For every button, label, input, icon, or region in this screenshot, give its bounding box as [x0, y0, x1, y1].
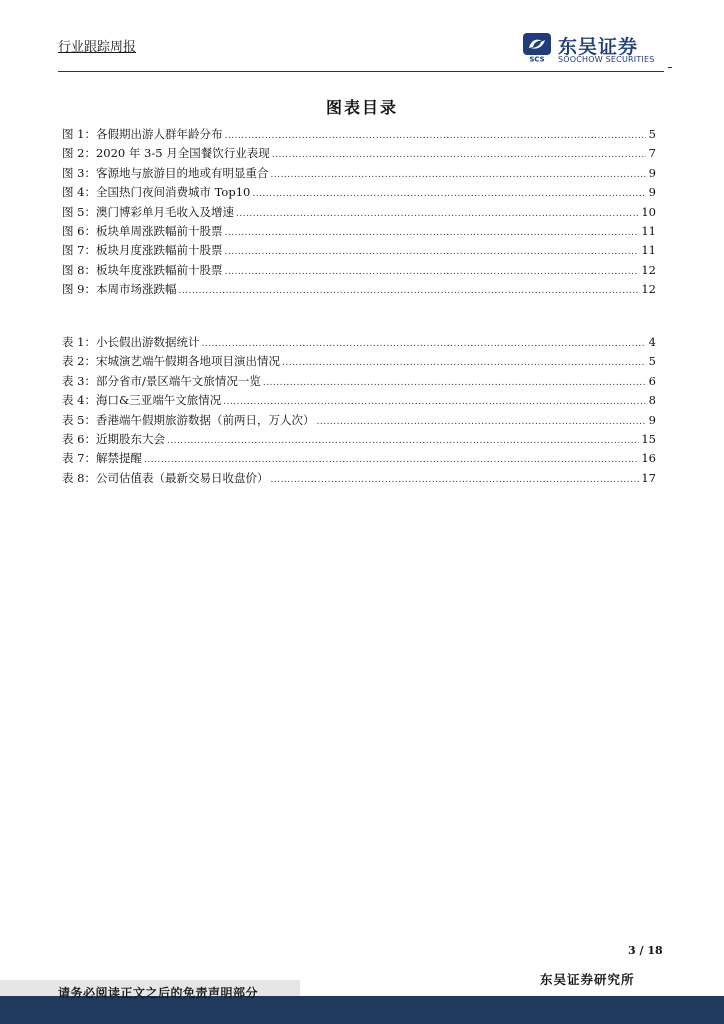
table-entry-page: 6 [648, 373, 656, 388]
dot-leader [224, 127, 646, 146]
logo-abbr: SCS [529, 55, 545, 62]
dot-leader [224, 243, 639, 262]
soochow-logo-icon [522, 32, 552, 62]
logo-english-name: SOOCHOW SECURITIES [558, 55, 655, 64]
table-entry-label: 表 3：部分省市/景区端午文旅情况一览 [62, 373, 261, 388]
table-entry-label: 表 4：海口&三亚端午文旅情况 [62, 393, 222, 408]
company-logo [522, 32, 672, 68]
table-entry-page: 15 [641, 431, 656, 446]
figure-entry[interactable] [62, 144, 656, 163]
figure-entry[interactable] [62, 125, 656, 144]
table-entry-page: 4 [648, 335, 656, 349]
figure-entry[interactable] [62, 222, 656, 241]
figure-entry-label: 图 9：本周市场涨跌幅 [62, 282, 177, 297]
dot-leader [316, 413, 646, 432]
dot-leader [224, 263, 639, 282]
figure-entry[interactable] [62, 183, 656, 202]
table-list [62, 333, 656, 488]
figure-entry-label: 图 5：澳门博彩单月毛收入及增速 [62, 204, 234, 219]
dot-leader [272, 146, 646, 165]
table-entry[interactable] [62, 469, 656, 488]
header-divider-mark [668, 67, 672, 68]
figure-entry[interactable] [62, 261, 656, 280]
dot-leader [263, 374, 646, 393]
table-entry-label: 表 8：公司估值表（最新交易日收盘价） [62, 470, 269, 485]
figure-entry-label: 图 1：各假期出游人群年龄分布 [62, 127, 223, 141]
table-entry-page: 16 [641, 451, 656, 466]
figure-entry-page: 11 [641, 223, 656, 238]
table-entry-label: 表 1：小长假出游数据统计 [62, 335, 200, 349]
figure-entry-page: 12 [641, 262, 656, 277]
dot-leader [236, 205, 639, 224]
dot-leader [270, 166, 646, 185]
header-divider [58, 71, 664, 72]
dot-leader [282, 354, 646, 373]
dot-leader [252, 185, 646, 204]
table-entry-label: 表 6：近期股东大会 [62, 431, 165, 446]
figure-entry-page: 7 [648, 146, 656, 161]
table-entry-page: 17 [641, 470, 656, 485]
table-entry[interactable] [62, 372, 656, 391]
figure-entry-page: 10 [641, 204, 656, 219]
page-number: 3 / 18 [628, 944, 663, 957]
dot-leader [167, 432, 639, 451]
table-entry[interactable] [62, 391, 656, 410]
figure-entry[interactable] [62, 164, 656, 183]
footer-organization: 东吴证券研究所 [540, 972, 635, 987]
figure-entry-label: 图 3：客源地与旅游目的地或有明显重合 [62, 165, 269, 180]
figure-entry[interactable] [62, 280, 656, 299]
table-entry-label: 表 2：宋城演艺端午假期各地项目演出情况 [62, 354, 280, 369]
table-entry[interactable] [62, 411, 656, 430]
figure-entry-page: 9 [648, 165, 656, 180]
table-entry[interactable] [62, 430, 656, 449]
figure-entry-label: 图 8：板块年度涨跌幅前十股票 [62, 262, 223, 277]
table-entry-label: 表 5：香港端午假期旅游数据（前两日，万人次） [62, 412, 315, 427]
figure-entry-page: 9 [648, 185, 656, 200]
dot-leader [270, 471, 639, 490]
table-entry-label: 表 7：解禁提醒 [62, 451, 142, 466]
table-entry[interactable] [62, 333, 656, 352]
figure-list [62, 125, 656, 300]
figure-entry-label: 图 4：全国热门夜间消费城市 Top10 [62, 185, 251, 200]
dot-leader [178, 282, 639, 301]
figure-entry-label: 图 2：2020 年 3-5 月全国餐饮行业表现 [62, 146, 270, 161]
figure-entry-label: 图 7：板块月度涨跌幅前十股票 [62, 243, 223, 258]
figure-entry[interactable] [62, 241, 656, 260]
dot-leader [224, 224, 639, 243]
figure-entry-page: 11 [641, 243, 656, 258]
figure-entry-label: 图 6：板块单周涨跌幅前十股票 [62, 223, 223, 238]
table-entry[interactable] [62, 352, 656, 371]
table-entry-page: 9 [648, 412, 656, 427]
table-entry[interactable] [62, 449, 656, 468]
figure-entry[interactable] [62, 203, 656, 222]
figure-entry-page: 5 [648, 127, 656, 141]
logo-chinese-name: 东吴证券 [558, 36, 639, 58]
report-category: 行业跟踪周报 [58, 40, 137, 55]
disclaimer-notice: 请务必阅读正文之后的免责声明部分 [58, 986, 259, 1000]
page-title: 图表目录 [325, 98, 398, 117]
table-entry-page: 8 [648, 393, 656, 408]
figure-entry-page: 12 [641, 282, 656, 297]
table-entry-page: 5 [648, 354, 656, 369]
